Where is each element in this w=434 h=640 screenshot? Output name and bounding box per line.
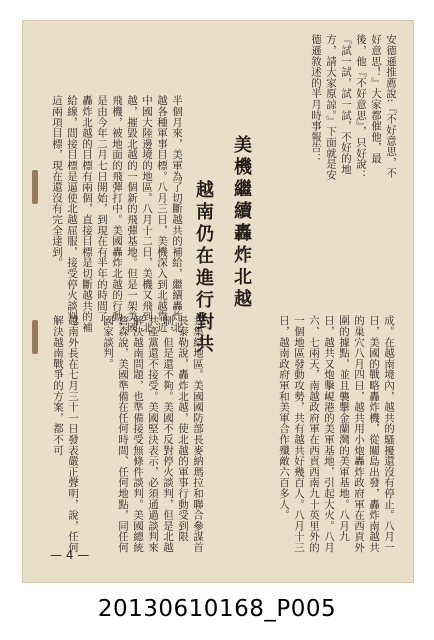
archive-caption: 20130610168_P005: [97, 596, 337, 622]
last-column-text: 越南外長在七月三十一日發表嚴正聲明，說，任何解決越南戰爭的方案，都不可: [52, 315, 79, 553]
top-right-paragraph: 安德遜推薦說:『不好意思，不好意思！』大家都催他，最後，他『不好意思』，只好說：『試一試，試一試，不好的地方，請大家原諒。』下面就是安德遜敘述的半月時事報告：: [310, 34, 397, 180]
page-number: — 4 —: [50, 548, 90, 562]
middle-body-paragraph: 半個月來，美軍為了切斷越共的補給，繼續轟炸北越各種軍事目標。八月三日，美機深入到北越靠近中國大陸邊境的地區。八月十二日，美機又飛到北越，摧毀北越的一個新的飛彈基地。但是一架美國飛機，被地面的飛彈打中。美國轟炸北越的行動，是由今年二月七日開始，到現在有半年的時間了。轟炸北越的目標有兩個，直接目標是切斷越共的補給線，間接目標是逼使北越屈服，接受停火談判。這兩項目標，現在還沒有完全達到。: [51, 95, 183, 333]
article-title: 美機繼續轟炸北越: [231, 135, 252, 311]
article-subtitle: 越南仍在進行對共: [193, 180, 214, 356]
lower-left-text-block: 共集結地區。美國國防部長麥納瑪拉和聯合參謀首長泰勒說，轟炸北越，使北越的軍事行動受到限制，但是還不夠。美國不反對停火談判，但是北越共產黨還不接受。美國堅決表示，必須通過談判來解決越南問題，也準備接受無條件談判。美國總統詹森說，美國準備在任何時間、任何地點，同任何國家談判。: [102, 315, 204, 553]
lower-right-text-block: 成。在越南境內，越共的騷擾還沒有停止。八月一日，美國的戰略轟炸機，從關島出發，轟炸南越共的巢穴八月四日，越共用小炮轟炸政府軍在西貢外圍的據點，並且襲擊金蘭灣的美軍基地。八月九日，越共又炮擊峴港的美軍基地，引起大火。八月六、七兩天，南越政府軍在西貢西南九十英里外的一個地區發動攻勢，共有越共好幾百人。八月十三日，越南政府軍和美軍合作殲敵六百多人。: [278, 315, 395, 553]
